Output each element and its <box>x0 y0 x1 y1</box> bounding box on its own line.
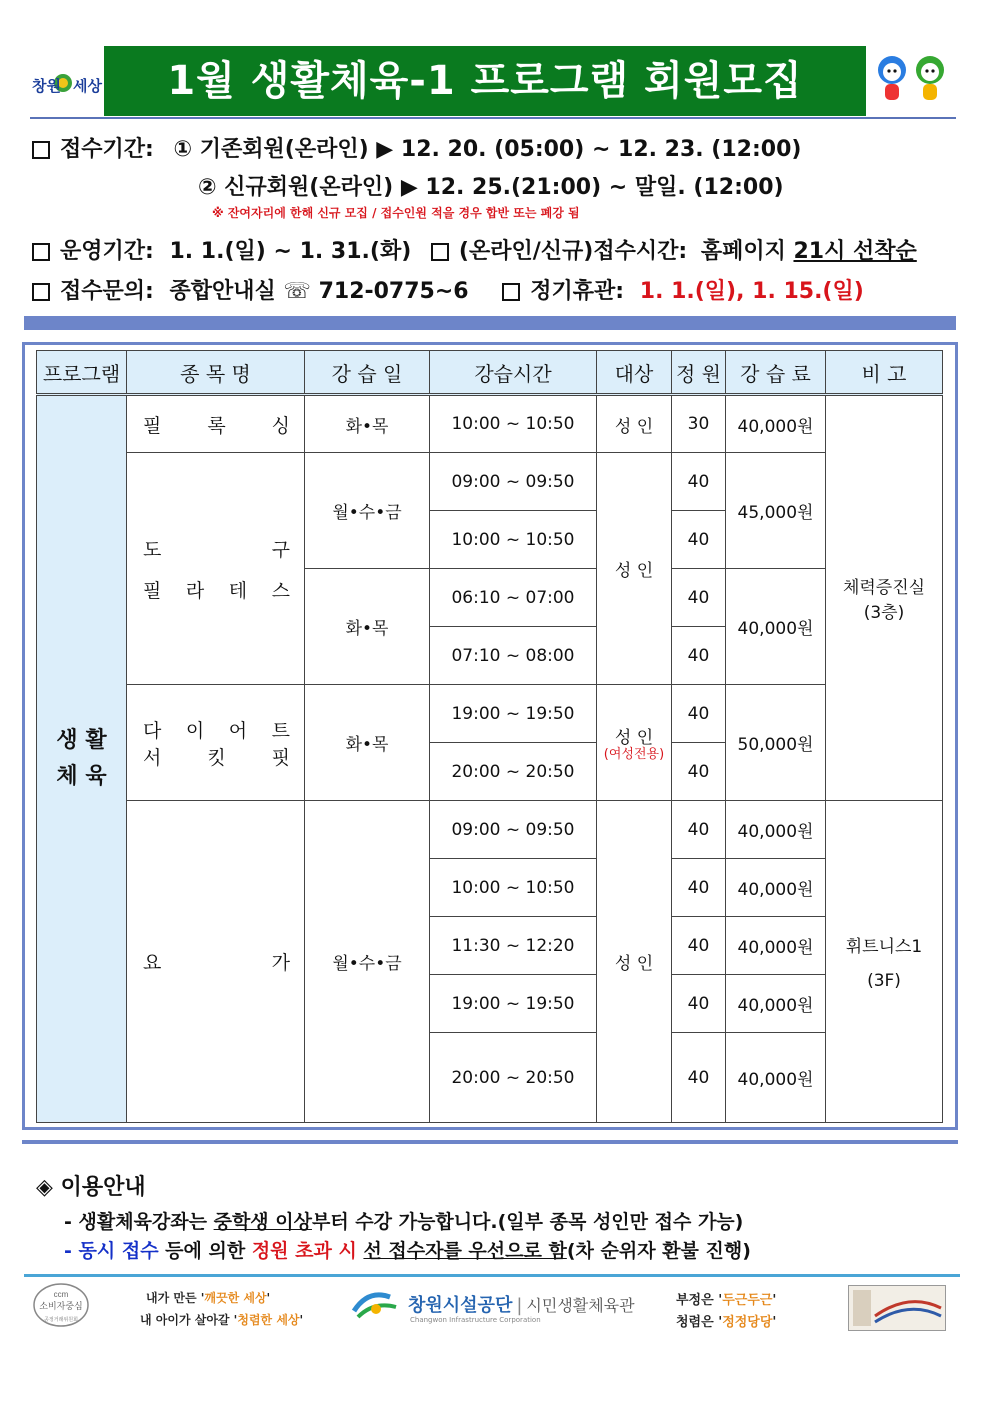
target-cell: 성 인 <box>597 395 672 453</box>
reception-note: ※ 잔여자리에 한해 신규 모집 / 접수인원 적을 경우 합반 또는 폐강 됨 <box>212 206 580 220</box>
program-name: 다 이 어 트 서 킷 핏 <box>127 685 305 801</box>
checkbox-icon <box>32 243 50 261</box>
capacity-cell: 40 <box>672 801 726 859</box>
guide-line-1: - 생활체육강좌는 중학생 이상부터 수강 가능합니다.(일부 종목 성인만 접수 가능) <box>64 1211 744 1233</box>
header-remark: 비 고 <box>826 351 943 395</box>
changwon-logo <box>30 58 102 108</box>
section-band-bottom <box>22 1140 958 1144</box>
slogan-integrity: 내 아이가 살아갈 '청렴한 세상' <box>140 1313 304 1327</box>
table-row <box>37 395 943 453</box>
slogan-clean: 내가 만든 '깨끗한 세상' <box>146 1291 271 1305</box>
page-title: 1월 생활체육-1 프로그램 회원모집 <box>104 46 866 116</box>
fee-cell: 40,000원 <box>726 1033 826 1123</box>
ccm-mid-label: 소비자중심 <box>39 1302 83 1312</box>
time-cell: 10:00 ~ 10:50 <box>430 395 597 453</box>
mascot-icon <box>872 48 952 114</box>
time-cell: 06:10 ~ 07:00 <box>430 569 597 627</box>
reception-line-1: 접수기간: ① 기존회원(온라인) ▶ 12. 20. (05:00) ~ 12. 23. (12:00) <box>32 132 801 163</box>
table-row <box>37 685 943 743</box>
target-cell: 성 인 <box>597 453 672 685</box>
fee-cell: 40,000원 <box>726 975 826 1033</box>
fee-cell: 40,000원 <box>726 917 826 975</box>
fee-cell: 45,000원 <box>726 453 826 569</box>
svg-text:세상: 세상 <box>73 78 102 95</box>
time-cell: 07:10 ~ 08:00 <box>430 627 597 685</box>
ccm-top-label: ccm <box>53 1290 69 1299</box>
time-cell: 09:00 ~ 09:50 <box>430 453 597 511</box>
capacity-cell: 30 <box>672 395 726 453</box>
slogan-dugeun: 부정은 '두근두근' <box>676 1293 777 1308</box>
checkbox-icon <box>32 141 50 159</box>
checkbox-icon <box>32 283 50 301</box>
header-program: 프로그램 <box>37 351 127 395</box>
footer-divider <box>24 1274 960 1277</box>
days-cell: 화•목 <box>305 395 430 453</box>
capacity-cell: 40 <box>672 1033 726 1123</box>
fee-cell: 40,000원 <box>726 569 826 685</box>
capacity-cell: 40 <box>672 453 726 511</box>
period-line: 운영기간: 1. 1.(일) ~ 1. 31.(화) (온라인/신규)접수시간: 홈페이지 21시 선착순 <box>32 234 917 265</box>
capacity-cell: 40 <box>672 627 726 685</box>
header-divider <box>30 117 956 119</box>
days-cell: 월•수•금 <box>305 453 430 569</box>
days-cell: 화•목 <box>305 685 430 801</box>
table-header-row <box>37 351 943 395</box>
ccm-bottom-label: 공정거래위원회 <box>44 1317 78 1323</box>
header-time: 강습시간 <box>430 351 597 395</box>
section-band <box>24 316 956 330</box>
capacity-cell: 40 <box>672 569 726 627</box>
corporation-name-en: Changwon Infrastructure Corporation <box>410 1316 541 1324</box>
fee-cell: 40,000원 <box>726 859 826 917</box>
category-cell: 생 활 체 육 <box>37 395 127 1123</box>
svg-text:창원: 창원 <box>32 78 61 95</box>
capacity-cell: 40 <box>672 685 726 743</box>
header-target: 대상 <box>597 351 672 395</box>
target-cell: 성 인 (여성전용) <box>597 685 672 801</box>
time-cell: 20:00 ~ 20:50 <box>430 1033 597 1123</box>
capacity-cell: 40 <box>672 743 726 801</box>
program-name: 요 가 <box>127 801 305 1123</box>
certification-emblem-icon <box>848 1285 946 1331</box>
women-only-label: (여성전용) <box>603 747 665 762</box>
header-name: 종 목 명 <box>127 351 305 395</box>
time-cell: 19:00 ~ 19:50 <box>430 975 597 1033</box>
time-cell: 10:00 ~ 10:50 <box>430 511 597 569</box>
time-cell: 09:00 ~ 09:50 <box>430 801 597 859</box>
program-name: 도 구 필 라 테 스 <box>127 453 305 685</box>
guide-line-2: - 동시 접수 등에 의한 정원 초과 시 선 접수자를 우선으로 함(차 순위자 환불 진행) <box>64 1240 751 1262</box>
days-cell: 월•수•금 <box>305 801 430 1123</box>
checkbox-icon <box>431 243 449 261</box>
inquiry-line: 접수문의: 종합안내실 ☏ 712-0775~6 정기휴관: 1. 1.(일), 1. 15.(일) <box>32 274 864 305</box>
program-name: 필 록 싱 <box>127 395 305 453</box>
reception-line-2: ② 신규회원(온라인) ▶ 12. 25.(21:00) ~ 말일. (12:00) <box>198 175 784 200</box>
header-days: 강 습 일 <box>305 351 430 395</box>
table-row <box>37 801 943 859</box>
time-cell: 20:00 ~ 20:50 <box>430 743 597 801</box>
time-cell: 10:00 ~ 10:50 <box>430 859 597 917</box>
days-cell: 화•목 <box>305 569 430 685</box>
guide-title: ◈ 이용안내 <box>36 1175 146 1200</box>
header-capacity: 정 원 <box>672 351 726 395</box>
capacity-cell: 40 <box>672 917 726 975</box>
fee-cell: 50,000원 <box>726 685 826 801</box>
time-cell: 11:30 ~ 12:20 <box>430 917 597 975</box>
capacity-cell: 40 <box>672 859 726 917</box>
capacity-cell: 40 <box>672 975 726 1033</box>
fee-cell: 40,000원 <box>726 801 826 859</box>
target-cell: 성 인 <box>597 801 672 1123</box>
table-row <box>37 453 943 511</box>
capacity-cell: 40 <box>672 511 726 569</box>
corporation-logo-icon <box>350 1287 400 1329</box>
remark-cell: 휘트니스1 (3F) <box>826 801 943 1123</box>
fee-cell: 40,000원 <box>726 395 826 453</box>
slogan-fair: 청렴은 '정정당당' <box>676 1315 777 1330</box>
header-fee: 강 습 료 <box>726 351 826 395</box>
time-cell: 19:00 ~ 19:50 <box>430 685 597 743</box>
ccm-logo <box>32 1283 90 1329</box>
remark-cell: 체력증진실 (3층) <box>826 395 943 801</box>
schedule-table <box>36 350 943 1123</box>
checkbox-icon <box>502 283 520 301</box>
corporation-name: 창원시설공단 | 시민생활체육관 <box>408 1295 635 1316</box>
